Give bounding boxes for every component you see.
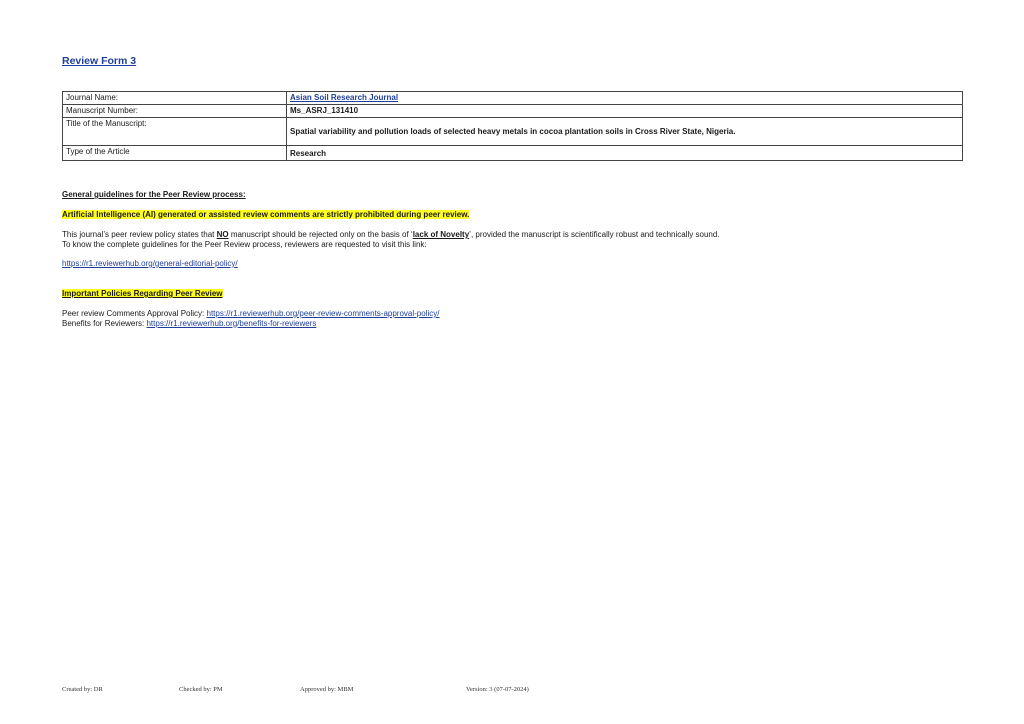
manuscript-number-value: Ms_ASRJ_131410 <box>287 105 963 118</box>
no-emphasis: NO <box>216 230 229 239</box>
form-title: Review Form 3 <box>62 55 137 67</box>
benefits-link[interactable]: https://r1.reviewerhub.org/benefits-for-reviewers <box>146 318 317 328</box>
journal-label: Journal Name: <box>63 92 287 105</box>
ai-warning: Artificial Intelligence (AI) generated or assisted review comments are strictly prohibited during peer review. <box>62 210 470 219</box>
editorial-policy-line <box>62 259 238 269</box>
policies-heading: Important Policies Regarding Peer Review <box>62 289 223 298</box>
article-type-value: Research <box>287 146 963 161</box>
policies-links <box>62 309 439 328</box>
manuscript-title-row <box>63 118 963 146</box>
editorial-policy-link[interactable]: https://r1.reviewerhub.org/general-editorial-policy/ <box>62 259 238 268</box>
footer-version: Version: 3 (07-07-2024) <box>466 686 529 693</box>
manuscript-number-row <box>63 105 963 118</box>
approval-policy-label: Peer review Comments Approval Policy: <box>62 309 207 318</box>
manuscript-number-label: Manuscript Number: <box>63 105 287 118</box>
footer-checked-by: Checked by: PM <box>179 686 223 693</box>
manuscript-info-table <box>62 91 963 161</box>
footer-created-by: Created by: DR <box>62 686 103 693</box>
policy-paragraph: This journal’s peer review policy states that NO manuscript should be rejected only on the basis of ‘lack of Novelty’, provided the manuscript is scientifically robust and technically sound. To know the complete guidelines for the Peer Review process, reviewers are requested to visit this link: <box>62 230 720 249</box>
article-type-label: Type of the Article <box>63 146 287 161</box>
complete-guidelines-text: To know the complete guidelines for the Peer Review process, reviewers are requested to visit this link: <box>62 239 427 249</box>
footer-approved-by: Approved by: MBM <box>300 686 354 693</box>
approval-policy-link[interactable]: https://r1.reviewerhub.org/peer-review-comments-approval-policy/ <box>206 309 440 318</box>
guidelines-heading: General guidelines for the Peer Review process: <box>62 190 246 199</box>
article-type-row <box>63 146 963 161</box>
journal-row <box>63 92 963 105</box>
journal-link[interactable]: Asian Soil Research Journal <box>290 93 399 102</box>
benefits-label: Benefits for Reviewers: <box>62 318 147 328</box>
novelty-emphasis: lack of Novelty <box>412 230 470 239</box>
manuscript-title-label: Title of the Manuscript: <box>63 118 287 146</box>
journal-value-cell <box>287 92 963 105</box>
manuscript-title-value: Spatial variability and pollution loads of selected heavy metals in cocoa plantation soils in Cross River State, Nigeria. <box>287 118 963 146</box>
